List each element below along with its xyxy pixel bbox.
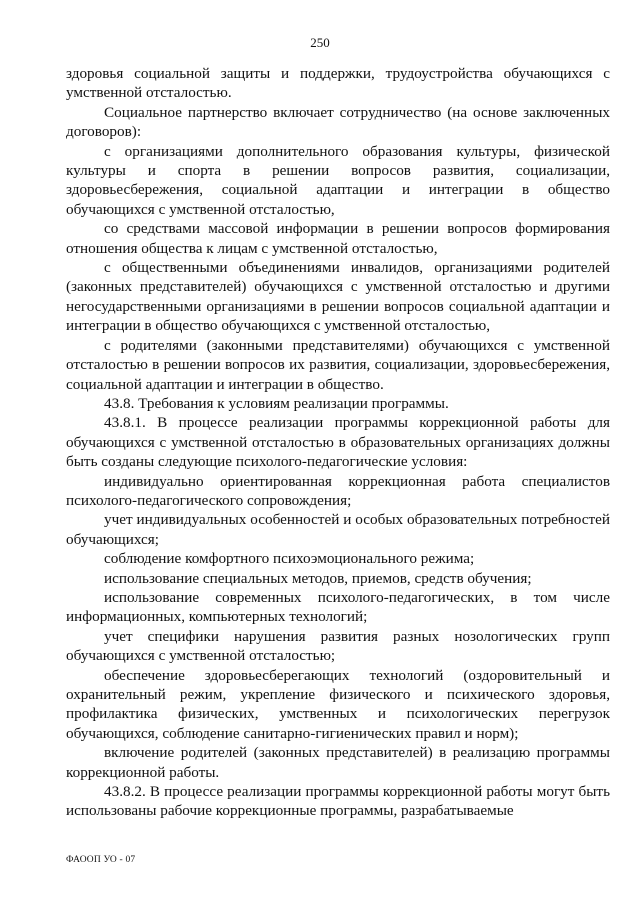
list-item: соблюдение комфортного психоэмоционального режима; bbox=[104, 550, 475, 568]
list-item: учет специфики нарушения развития разных нозологических групп обучающихся с умственной отсталостью; bbox=[66, 627, 610, 665]
list-item: включение родителей (законных представителей) в реализацию программы коррекционной работы. bbox=[66, 744, 610, 781]
paragraph: здоровья социальной защиты и поддержки, трудоустройства обучающихся с умственной отсталостью. bbox=[66, 65, 610, 102]
paragraph: 43.8.1. В процессе реализации программы коррекционной работы для обучающихся с умственной отсталостью в образовательных организациях должны быть созданы следующие психолого-педагогические условия: bbox=[66, 414, 610, 471]
list-item: учет индивидуальных особенностей и особых образовательных потребностей обучающихся; bbox=[66, 511, 610, 548]
paragraph: с организациями дополнительного образования культуры, физической культуры и спорта в решении вопросов развития, социализации, здоровьесбережения, социальной адаптации и интеграции в общество обучающихся с умственной отсталостью, bbox=[66, 142, 610, 218]
paragraph: с общественными объединениями инвалидов, организациями родителей (законных представителей) обучающихся с умственной отсталостью и другими негосударственными организациями в решении вопросов социальной адаптации и интеграции в общество обучающихся с умственной отсталостью, bbox=[66, 259, 610, 335]
body-text bbox=[66, 64, 610, 821]
list-item: обеспечение здоровьесберегающих технологий (оздоровительный и охранительный режим, укрепление физического и психического здоровья, профилактика физических, умственных и психологических перегрузок обучающихся, соблюдение санитарно-гигиенических правил и норм); bbox=[66, 666, 610, 742]
list-item: использование специальных методов, приемов, средств обучения; bbox=[104, 569, 532, 587]
paragraph: 43.8.2. В процессе реализации программы коррекционной работы могут быть использованы рабочие коррекционные программы, разрабатываемые bbox=[66, 783, 610, 820]
paragraph: со средствами массовой информации в решении вопросов формирования отношения общества к лицам с умственной отсталостью, bbox=[66, 220, 610, 257]
paragraph: с родителями (законными представителями) обучающихся с умственной отсталостью в решении вопросов их развития, социализации, здоровьесбережения, социальной адаптации и интеграции в общество. bbox=[66, 336, 610, 393]
page-number: 250 bbox=[310, 35, 330, 50]
list-item: использование современных психолого-педагогических, в том числе информационных, компьютерных технологий; bbox=[66, 588, 610, 626]
footer-label: ФАООП УО - 07 bbox=[66, 855, 136, 865]
section-heading: 43.8. Требования к условиям реализации программы. bbox=[104, 394, 449, 412]
paragraph: Социальное партнерство включает сотрудничество (на основе заключенных договоров): bbox=[66, 103, 610, 141]
list-item: индивидуально ориентированная коррекционная работа специалистов психолого-педагогического сопровождения; bbox=[66, 472, 610, 509]
